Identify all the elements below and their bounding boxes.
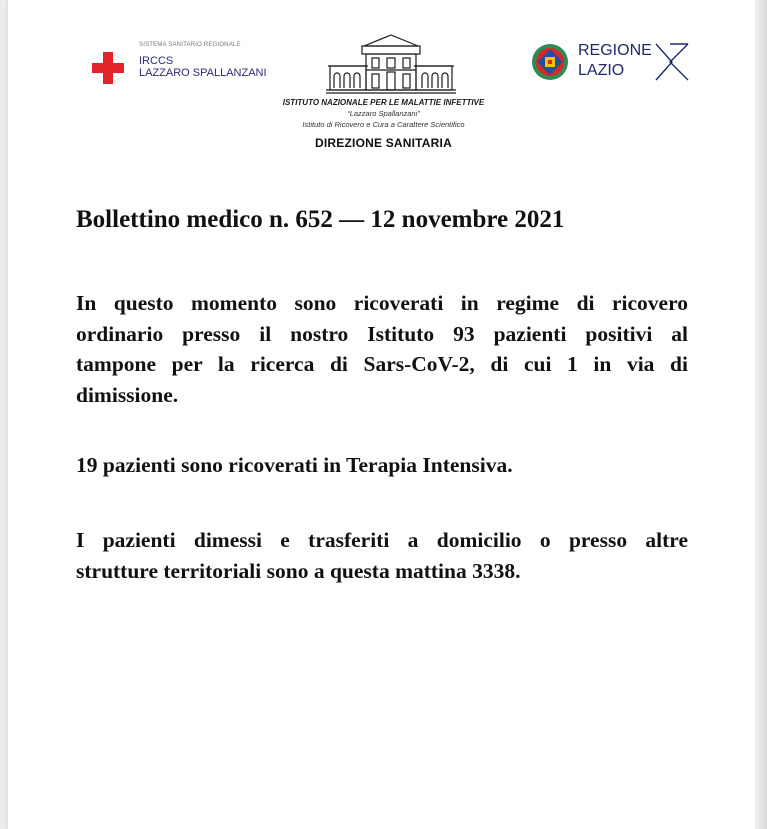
logo-network-label: SISTEMA SANITARIO REGIONALE	[139, 42, 241, 48]
discharged-paragraph	[76, 525, 688, 586]
institute-type: Istituto di Ricovero e Cura a Carattere Scientifico	[302, 120, 465, 129]
lazio-label: LAZIO	[578, 62, 625, 79]
department-heading: DIREZIONE SANITARIA	[315, 136, 452, 150]
paragraph-line: 19 pazienti sono ricoverati in Terapia Intensiva.	[76, 453, 513, 477]
paragraph-line: dimissione.	[76, 382, 179, 407]
intensive-care-paragraph	[76, 450, 688, 481]
paragraph-line: strutture territoriali sono a questa mattina 3338.	[76, 558, 521, 583]
page-edge-shadow	[755, 0, 767, 829]
chevron-lines-icon	[650, 40, 694, 84]
institute-building-icon	[326, 32, 456, 94]
paragraph-line: I pazienti dimessi e trasferiti a domicilio o presso altre	[76, 528, 688, 552]
paragraph-line: tampone per la ricerca di Sars-CoV-2, di cui 1 in via di	[76, 352, 688, 376]
regione-lazio-emblem-icon	[530, 42, 570, 82]
regione-label: REGIONE	[578, 42, 652, 59]
paragraph-line: ordinario presso il nostro Istituto 93 pazienti positivi al	[76, 321, 688, 346]
bulletin-title: Bollettino medico n. 652 — 12 novembre 2021	[76, 206, 565, 233]
document-page	[8, 0, 755, 829]
hospitalized-paragraph	[76, 288, 688, 410]
logo-institute-label: LAZZARO SPALLANZANI	[139, 67, 267, 79]
institute-name: ISTITUTO NAZIONALE PER LE MALATTIE INFETTIVE	[282, 98, 485, 107]
logo-irccs-label: IRCCS	[139, 55, 174, 67]
irccs-spallanzani-logo	[92, 42, 292, 82]
red-cross-icon	[92, 52, 124, 84]
regione-lazio-logo	[530, 40, 690, 86]
institute-dedication: “Lazzaro Spallanzani”	[347, 109, 420, 118]
paragraph-line: In questo momento sono ricoverati in regime di ricovero	[76, 291, 688, 315]
